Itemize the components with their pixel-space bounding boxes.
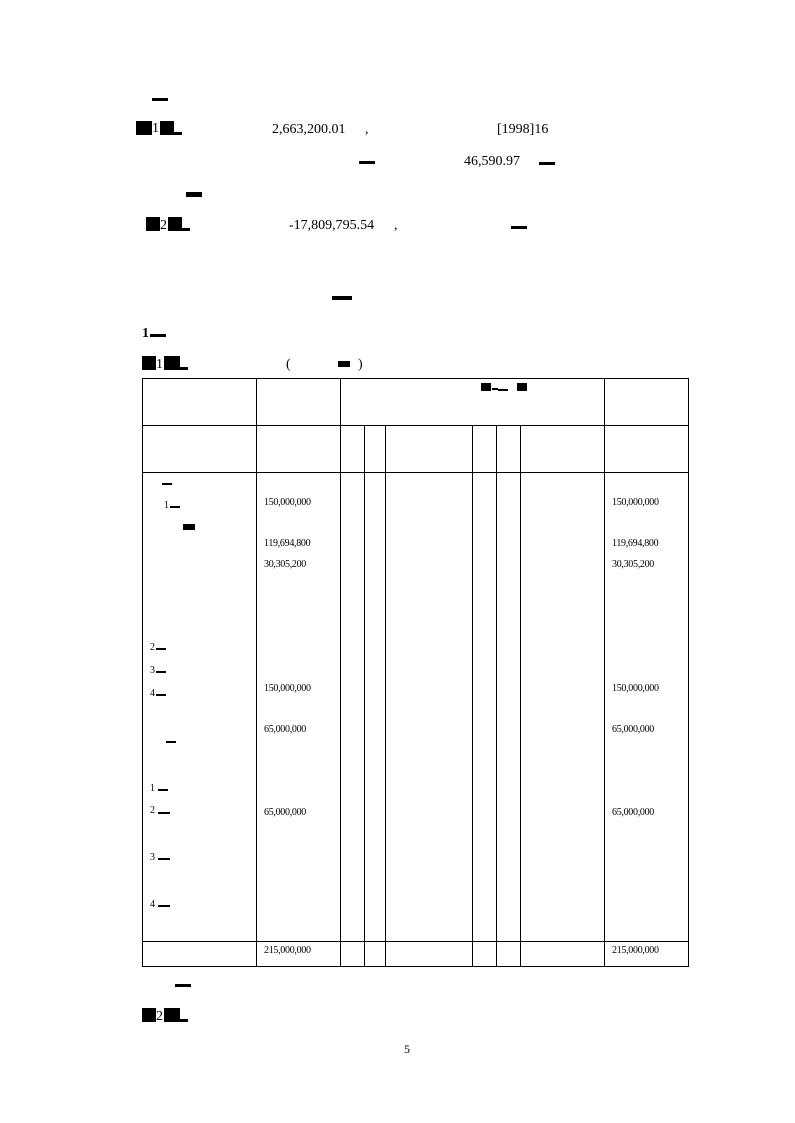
redacted-glyph (162, 483, 172, 485)
para1-amount2: 46,590.97 (464, 154, 520, 169)
table-rule (472, 425, 473, 967)
redacted-glyph (160, 121, 174, 135)
table-rule (604, 379, 605, 966)
redacted-glyph (498, 389, 508, 391)
unit-open-paren: ( (286, 357, 291, 372)
para1-comma: , (365, 122, 369, 137)
redacted-glyph (150, 334, 166, 337)
redacted-glyph (481, 383, 491, 391)
redacted-glyph (170, 506, 180, 508)
para1-amount: 2,663,200.01 (272, 122, 346, 137)
redacted-glyph (180, 1019, 188, 1022)
redacted-glyph (158, 858, 170, 860)
para2-comma: , (394, 218, 398, 233)
row-label: 1 (164, 500, 169, 511)
table-rule (496, 425, 497, 967)
table-rule (340, 379, 341, 966)
end-value: 150,000,000 (612, 683, 659, 694)
begin-value: 65,000,000 (264, 807, 307, 818)
redacted-glyph (164, 356, 180, 370)
redacted-glyph (156, 694, 166, 696)
row-label: 4 (150, 899, 155, 910)
para1-ref: [1998]16 (497, 122, 549, 137)
redacted-glyph (136, 121, 152, 135)
begin-value: 150,000,000 (264, 497, 311, 508)
redacted-glyph (539, 162, 555, 165)
para2-index: 2 (160, 218, 167, 233)
table-rule (520, 425, 521, 967)
para2-amount: -17,809,795.54 (289, 218, 375, 233)
end-value: 150,000,000 (612, 497, 659, 508)
redacted-glyph (156, 648, 166, 650)
end-value: 65,000,000 (612, 724, 655, 735)
row-label: 3 (150, 852, 155, 863)
row-label: 4 (150, 688, 155, 699)
redacted-glyph (180, 367, 188, 370)
redacted-glyph (142, 356, 156, 370)
redacted-glyph (158, 812, 170, 814)
page-number: 5 (404, 1042, 410, 1056)
table-rule (364, 425, 365, 967)
para1-index: 1 (152, 121, 159, 136)
redacted-glyph (174, 132, 182, 135)
table-rule (256, 379, 257, 966)
redacted-glyph (182, 228, 190, 231)
redacted-glyph (158, 905, 170, 907)
begin-total: 215,000,000 (264, 945, 311, 956)
begin-value: 150,000,000 (264, 683, 311, 694)
row-label: 3 (150, 665, 155, 676)
redacted-glyph (338, 361, 350, 367)
end-total: 215,000,000 (612, 945, 659, 956)
equity-table (142, 378, 689, 967)
redacted-glyph (175, 984, 191, 987)
redacted-glyph (511, 226, 527, 229)
redacted-glyph (183, 524, 195, 530)
redacted-glyph (158, 789, 168, 791)
redacted-glyph (359, 161, 375, 164)
redacted-glyph (332, 296, 352, 300)
table-rule (385, 425, 386, 967)
row-label: 2 (150, 642, 155, 653)
redacted-glyph (146, 217, 160, 231)
row-label: 2 (150, 805, 155, 816)
table-rule (143, 472, 688, 473)
end-value: 65,000,000 (612, 807, 655, 818)
redacted-glyph (142, 1008, 156, 1022)
table-caption-index: 1 (156, 357, 163, 372)
unit-close-paren: ) (358, 357, 363, 372)
end-value: 119,694,800 (612, 538, 659, 549)
redacted-glyph (166, 741, 176, 743)
begin-value: 30,305,200 (264, 559, 307, 570)
redacted-glyph (156, 671, 166, 673)
end-value: 30,305,200 (612, 559, 655, 570)
redacted-glyph (164, 1008, 180, 1022)
table-rule (143, 941, 688, 942)
begin-value: 119,694,800 (264, 538, 311, 549)
subsection-index: 2 (156, 1009, 163, 1024)
section-heading-index: 1 (142, 326, 149, 341)
row-label: 1 (150, 783, 155, 794)
table-rule (143, 425, 688, 426)
redacted-glyph (186, 192, 202, 197)
redacted-glyph (517, 383, 527, 391)
begin-value: 65,000,000 (264, 724, 307, 735)
redacted-glyph (168, 217, 182, 231)
redacted-glyph (152, 98, 168, 101)
